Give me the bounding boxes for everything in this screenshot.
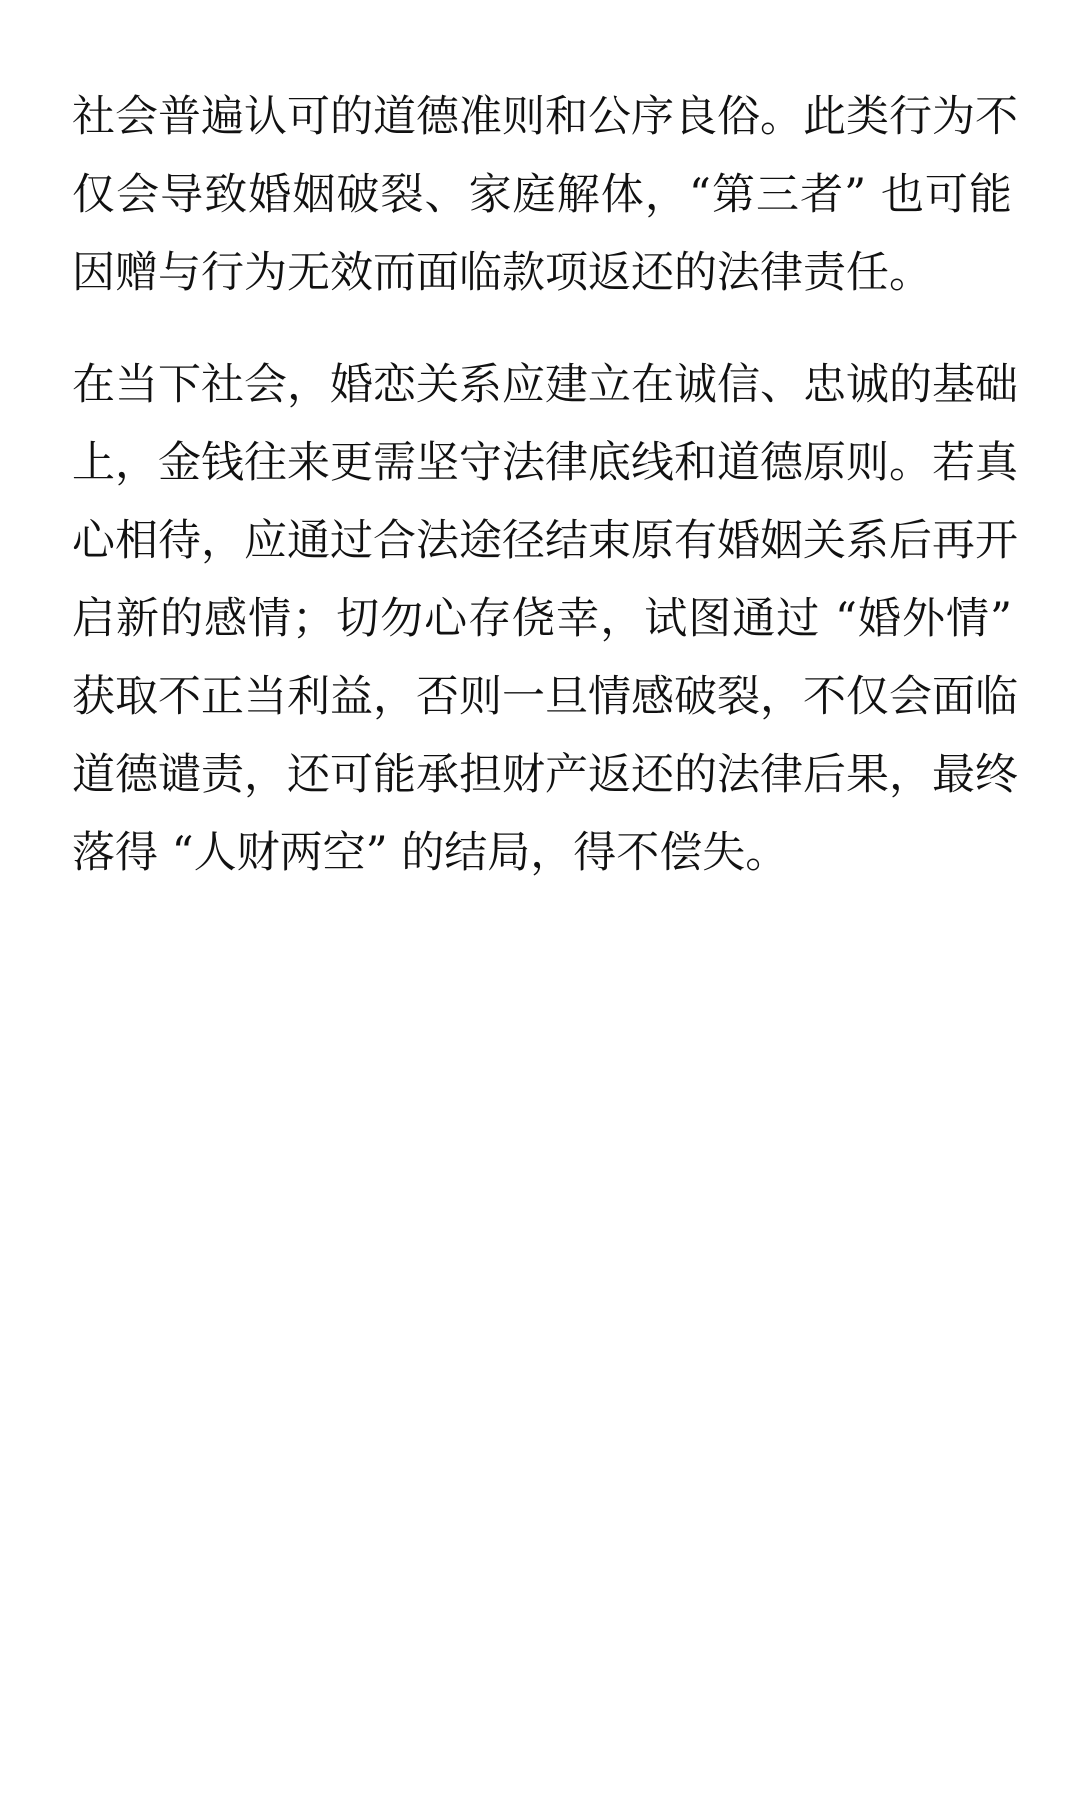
- paragraph-line: 仅会导致婚姻破裂、家庭解体，“第三者” 也可能: [72, 170, 1012, 220]
- paragraph-line: 启新的感情；切勿心存侥幸，试图通过 “婚外情”: [72, 594, 1012, 644]
- paragraph-line: 获取不正当利益，否则一旦情感破裂，不仅会面临: [72, 672, 1018, 722]
- article-body: [72, 78, 1018, 926]
- paragraph-line: 社会普遍认可的道德准则和公序良俗。此类行为不: [72, 92, 1018, 142]
- paragraph-line: 在当下社会，婚恋关系应建立在诚信、忠诚的基础: [72, 360, 1018, 410]
- paragraph-line: 落得 “人财两空” 的结局，得不偿失。: [72, 828, 789, 878]
- paragraph-2: [72, 346, 1018, 892]
- paragraph-line: 心相待，应通过合法途径结束原有婚姻关系后再开: [72, 516, 1018, 566]
- paragraph-line: 因赠与行为无效而面临款项返还的法律责任。: [72, 248, 932, 298]
- paragraph-line: 上，金钱往来更需坚守法律底线和道德原则。若真: [72, 438, 1018, 488]
- paragraph-line: 道德谴责，还可能承担财产返还的法律后果，最终: [72, 750, 1018, 800]
- paragraph-1: [72, 78, 1018, 312]
